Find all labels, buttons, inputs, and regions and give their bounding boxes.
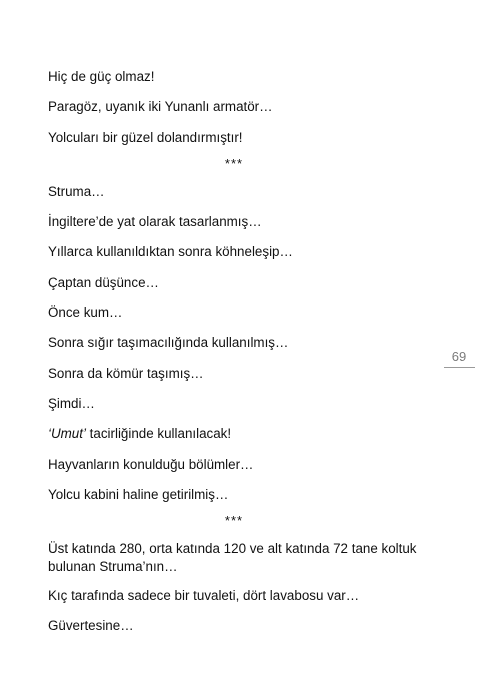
paragraph-17: Güvertesine… xyxy=(48,618,134,634)
paragraph-6: Yıllarca kullanıldıktan sonra köhneleşip… xyxy=(48,244,293,260)
paragraph-5: İngiltere’de yat olarak tasarlanmış… xyxy=(48,214,262,230)
paragraph-14: Yolcu kabini haline getirilmiş… xyxy=(48,486,229,502)
paragraph-1: Hiç de güç olmaz! xyxy=(48,69,155,84)
paragraph-4: Struma… xyxy=(48,183,105,199)
paragraph-10: Sonra da kömür taşımış… xyxy=(48,365,204,381)
paragraph-12 xyxy=(48,425,420,443)
paragraph-3: Yolcuları bir güzel dolandırmıştır! xyxy=(48,129,243,145)
section-separator-2: *** xyxy=(224,513,244,529)
paragraph-2: Paragöz, uyanık iki Yunanlı armatör… xyxy=(48,99,273,115)
paragraph-11: Şimdi… xyxy=(48,395,95,411)
paragraph-12-rest: tacirliğinde kullanılacak! xyxy=(85,426,232,442)
paragraph-16: Kıç tarafında sadece bir tuvaleti, dört lavabosu var… xyxy=(48,588,360,604)
page-number: 69 xyxy=(451,349,467,364)
paragraph-13: Hayvanların konulduğu bölümler… xyxy=(48,456,254,472)
body-text xyxy=(48,68,420,648)
section-separator-1: *** xyxy=(224,155,244,171)
paragraph-7: Çaptan düşünce… xyxy=(48,274,159,290)
paragraph-15: Üst katında 280, orta katında 120 ve alt katında 72 tane koltuk bulunan Struma’nın… xyxy=(48,541,417,575)
page-number-underline xyxy=(444,367,475,368)
paragraph-9: Sonra sığır taşımacılığında kullanılmış… xyxy=(48,335,289,351)
italic-word: ‘Umut’ xyxy=(48,426,86,442)
paragraph-8: Önce kum… xyxy=(48,305,123,321)
